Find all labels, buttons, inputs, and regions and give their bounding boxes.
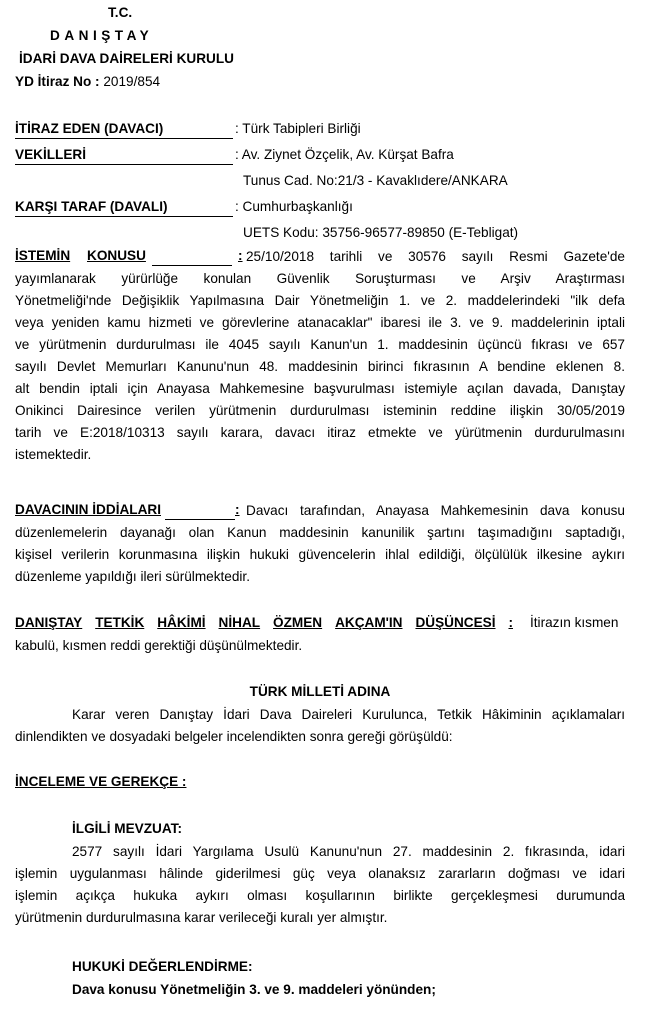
- request-line: yayımlanarak yürürlüğe konulan Güvenlik Soruşturması ve Arşiv Araştırması: [15, 271, 625, 286]
- request-colon: :: [238, 248, 243, 263]
- claims-colon: :: [235, 502, 240, 517]
- request-line: tarih ve E:2018/10313 sayılı karara, davacı itiraz etmekte ve yürütmenin durdurulmasını: [15, 425, 625, 440]
- claims-paragraph: [15, 500, 625, 588]
- request-line: ve yürütmenin durdurulması ile 4045 sayılı Kanun'un 1. maddesinin üçüncü fıkrası ve 657: [15, 337, 625, 352]
- objector-value: : Türk Tabipleri Birliği: [235, 121, 361, 136]
- request-line: Onikinci Dairesince verilen yürütmenin durdurulması isteminin reddine ilişkin 30/05/2019: [15, 403, 625, 418]
- header-board: İDARİ DAVA DAİRELERİ KURULU: [19, 51, 234, 66]
- respondent-uets: UETS Kodu: 35756-96577-89850 (E-Tebligat): [243, 225, 519, 240]
- objector-underline: [15, 138, 233, 139]
- opinion-first-line: İtirazın kısmen: [530, 615, 619, 630]
- respondent-value: : Cumhurbaşkanlığı: [235, 199, 353, 214]
- request-paragraph: [15, 246, 625, 466]
- legislation-line: yürütmenin durdurulmasına karar verileceği kuralı yer almıştır.: [15, 910, 388, 925]
- legislation-line: işlemin açıkça hukuka aykırı olması koşullarının birlikte gerçekleşmesi durumunda: [15, 888, 625, 903]
- respondent-underline: [15, 216, 233, 217]
- legislation-heading: İLGİLİ MEVZUAT:: [72, 821, 182, 836]
- attorneys-underline: [15, 164, 233, 165]
- legal-subheading: Dava konusu Yönetmeliğin 3. ve 9. maddeleri yönünden;: [72, 982, 436, 997]
- opinion-label-word: :: [508, 615, 513, 630]
- request-line: veya yeniden kamu hizmeti ve görevlerine atanacaklar" ibaresi ile 3. ve 9. maddelerinin iptali: [15, 315, 625, 330]
- legislation-line: 2577 sayılı İdari Yargılama Usulü Kanunu'nun 27. maddesinin 2. fıkrasında, idari: [72, 844, 625, 859]
- request-label-2: KONUSU: [87, 248, 146, 263]
- legal-heading: HUKUKİ DEĞERLENDİRME:: [72, 959, 253, 974]
- request-line: alt bendin iptali için Anayasa Mahkemesine başvurulması istemiyle açılan davada, Danıştay: [15, 381, 625, 396]
- attorneys-label: VEKİLLERİ: [15, 147, 86, 162]
- request-line: Yönetmeliği'nde Değişiklik Yapılmasına Dair Yönetmeliğin 1. ve 2. maddelerindeki "ilk defa: [15, 293, 625, 308]
- request-line: sayılı Devlet Memurları Kanunu'nun 48. maddesinin birinci fıkrasının A bendine eklenen 8.: [15, 359, 625, 374]
- opinion-label-word: DANIŞTAY: [15, 615, 83, 630]
- case-number-label: YD İtiraz No :: [15, 74, 100, 89]
- opinion-label: [15, 614, 513, 632]
- opinion-label-word: AKÇAM'IN: [335, 615, 403, 630]
- request-line: 25/10/2018 tarihli ve 30576 sayılı Resmi Gazete'de: [246, 249, 625, 264]
- request-label-1: İSTEMİN: [15, 248, 71, 263]
- objector-label: İTİRAZ EDEN (DAVACI): [15, 121, 164, 136]
- attorneys-value: : Av. Ziynet Özçelik, Av. Kürşat Bafra: [235, 147, 454, 162]
- review-heading: İNCELEME VE GEREKÇE :: [15, 774, 187, 789]
- case-number-line: [15, 73, 160, 91]
- decision-line: dinlendikten ve dosyadaki belgeler incelendikten sonra gereği görüşüldü:: [15, 729, 453, 744]
- legislation-line: işlemin uygulanması hâlinde giderilmesi güç veya olanaksız zararların doğması ve idari: [15, 866, 625, 881]
- opinion-label-word: DÜŞÜNCESİ: [415, 615, 496, 630]
- claims-line: kişisel verilerin korunmasına ilişkin hukuki güvencelerin ihlal edildiği, ölçülülük ilkesine aykırı: [15, 547, 625, 562]
- request-line: istemektedir.: [15, 447, 92, 462]
- claims-line: Davacı tarafından, Anayasa Mahkemesinin dava konusu: [246, 503, 625, 518]
- attorneys-address: Tunus Cad. No:21/3 - Kavaklıdere/ANKARA: [243, 173, 508, 188]
- opinion-label-word: ÖZMEN: [273, 615, 323, 630]
- opinion-label-word: NİHAL: [218, 615, 261, 630]
- case-number-value: 2019/854: [103, 74, 161, 89]
- decision-paragraph: [15, 704, 625, 748]
- opinion-second-line: kabulü, kısmen reddi gerektiği düşünülmektedir.: [15, 638, 303, 653]
- header-tc: T.C.: [108, 5, 133, 20]
- decision-line: Karar veren Danıştay İdari Dava Daireleri Kurulunca, Tetkik Hâkiminin açıklamaları: [72, 707, 625, 722]
- respondent-label: KARŞI TARAF (DAVALI): [15, 199, 168, 214]
- decision-title: TÜRK MİLLETİ ADINA: [249, 684, 391, 699]
- claims-line: düzenleme yapıldığı ileri sürülmektedir.: [15, 569, 250, 584]
- claims-label: DAVACININ İDDİALARI: [15, 502, 161, 517]
- legislation-paragraph: [15, 841, 625, 929]
- claims-line: düzenlemelerin dayanağı olan Kanun maddesinin kanunilik şartını taşımadığını saptadığı,: [15, 525, 625, 540]
- opinion-label-word: TETKİK: [95, 615, 145, 630]
- opinion-label-word: HÂKİMİ: [157, 615, 206, 630]
- header-court: DANIŞTAY: [50, 28, 154, 43]
